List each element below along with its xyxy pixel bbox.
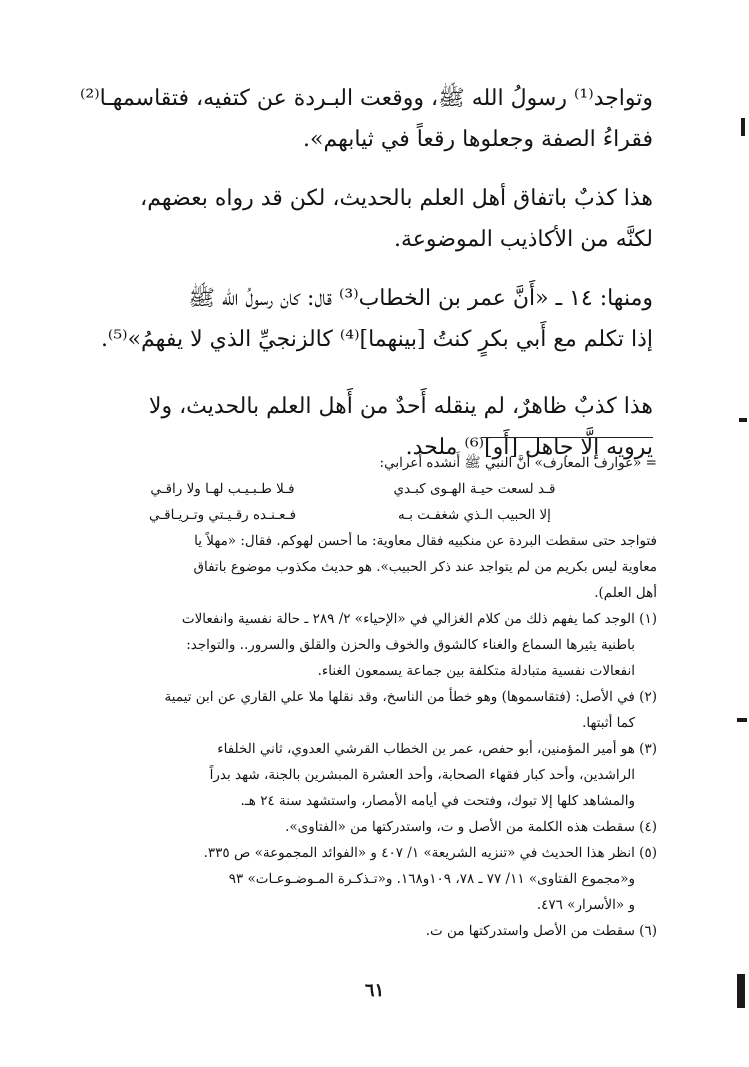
- scan-edge-mark: [737, 974, 745, 1008]
- footnote-continuation-line-2: معاوية ليس بكريم من لم يتواجد عند ذكر الحبيب». هو حديث مكذوب موضوع باتفاق: [193, 559, 657, 575]
- verse-2-second-hemistich: فـعـنـده رقـيـتي وتـريـاقـي: [148, 507, 297, 523]
- footnote-continuation-intro: = «عوارف المعارف» أَنَّ النبي ﷺ أَنشده أَعرابي:: [379, 455, 657, 471]
- footnote-6-line-1: (٦) سقطت من الأصل واستدركتها من ت.: [425, 923, 657, 939]
- footnote-1-line-1: (١) الوجد كما يفهم ذلك من كلام الغزالي في «الإحياء» ٢/ ٢٨٩ ـ حالة نفسية وانفعالات: [181, 611, 657, 627]
- footnote-3-line-2: الراشدين، وأحد كبار فقهاء الصحابة، وأحد العشرة المبشرين بالجنة، شهد بدراً: [209, 767, 635, 783]
- paragraph-3-line-1: ومنها: ١٤ ـ «أَنَّ عمر بن الخطاب⁽³⁾ قال: كان رسولُ الله ﷺ: [188, 286, 653, 311]
- scan-edge-mark: [739, 418, 747, 422]
- verse-2-first-hemistich: إلا الحبيب الـذي شغفـت بـه: [398, 507, 551, 523]
- footnote-5-line-1: (٥) انظر هذا الحديث في «تنزيه الشريعة» ١/ ٤٠٧ و «الفوائد المجموعة» ص ٣٣٥.: [203, 845, 657, 861]
- footnotes: [40, 450, 657, 944]
- footnote-3-line-3: والمشاهد كلها إلا تبوك، وفتحت في أيامه الأمصار، واستشهد سنة ٢٤ هـ.: [240, 793, 635, 809]
- paragraph-4-line-2: يرويه إلَّا جاهل [أَو]⁽⁶⁾ ملحد.: [405, 435, 653, 460]
- footnote-1-line-2: باطنية يثيرها السماع والغناء كالشوق والخوف والحزن والقلق والسرور.. والتواجد:: [186, 637, 635, 653]
- footnote-4-line-1: (٤) سقطت هذه الكلمة من الأصل و ت، واستدركتها من «الفتاوى».: [285, 819, 657, 835]
- paragraph-2-line-1: هذا كذبٌ باتفاق أهل العلم بالحديث، لكن قد رواه بعضهم،: [140, 186, 653, 211]
- footnote-continuation-line-1: فتواجد حتى سقطت البردة عن منكبيه فقال معاوية: ما أحسن لهوكم. فقال: «مهلاً يا: [194, 533, 657, 549]
- footnote-divider: [481, 437, 653, 438]
- paragraph-1-line-2: فقراءُ الصفة وجعلوها رقعاً في ثيابهم».: [303, 127, 653, 152]
- footnote-1-line-3: انفعالات نفسية متبادلة متكلفة بين جماعة يسمعون الغناء.: [317, 663, 635, 679]
- page-number: ٦١: [364, 980, 385, 1001]
- footnote-continuation-line-3: أهل العلم).: [594, 585, 657, 601]
- footnote-5-line-2: و«مجموع الفتاوى» ١١/ ٧٧ ـ ٧٨، ١٠٩و١٦٨. و«تـذكـرة المـوضـوعـات» ٩٣: [228, 871, 635, 887]
- verse-1-second-hemistich: فـلا طـبـيـب لهـا ولا راقـي: [150, 481, 295, 497]
- footnote-2-line-2: كما أثبتها.: [582, 715, 635, 731]
- scan-edge-mark: [737, 718, 747, 722]
- footnote-5-line-3: و «الأسرار» ٤٧٦.: [536, 897, 635, 913]
- footnote-3-line-1: (٣) هو أمير المؤمنين، أبو حفص، عمر بن الخطاب القرشي العدوي، ثاني الخلفاء: [217, 741, 657, 757]
- paragraph-1-line-1: وتواجد⁽¹⁾ رسولُ الله ﷺ، ووقعت البـردة عن كتفيه، فتقاسمهـا⁽²⁾: [80, 86, 653, 111]
- paragraph-4-line-1: هذا كذبٌ ظاهرٌ، لم ينقله أَحدٌ من أَهل العلم بالحديث، ولا: [148, 394, 653, 419]
- main-text: [40, 78, 653, 468]
- scan-edge-mark: [741, 118, 745, 136]
- footnote-2-line-1: (٢) في الأصل: (فتقاسموها) وهو خطأ من الناسخ، وقد نقلها ملا علي القاري عن ابن تيمية: [164, 689, 657, 705]
- verse-1-first-hemistich: قـد لسعت حيـة الهـوى كبـدي: [393, 481, 556, 497]
- verse-line-1: [40, 476, 657, 502]
- paragraph-2-line-2: لكنَّه من الأكاذيب الموضوعة.: [393, 227, 653, 252]
- verse-line-2: [40, 502, 657, 528]
- paragraph-3-line-2: إذا تكلم مع أَبي بكرٍ كنتُ [بينهما]⁽⁴⁾ كالزنجيِّ الذي لا يفهمُ»⁽⁵⁾.: [100, 327, 653, 352]
